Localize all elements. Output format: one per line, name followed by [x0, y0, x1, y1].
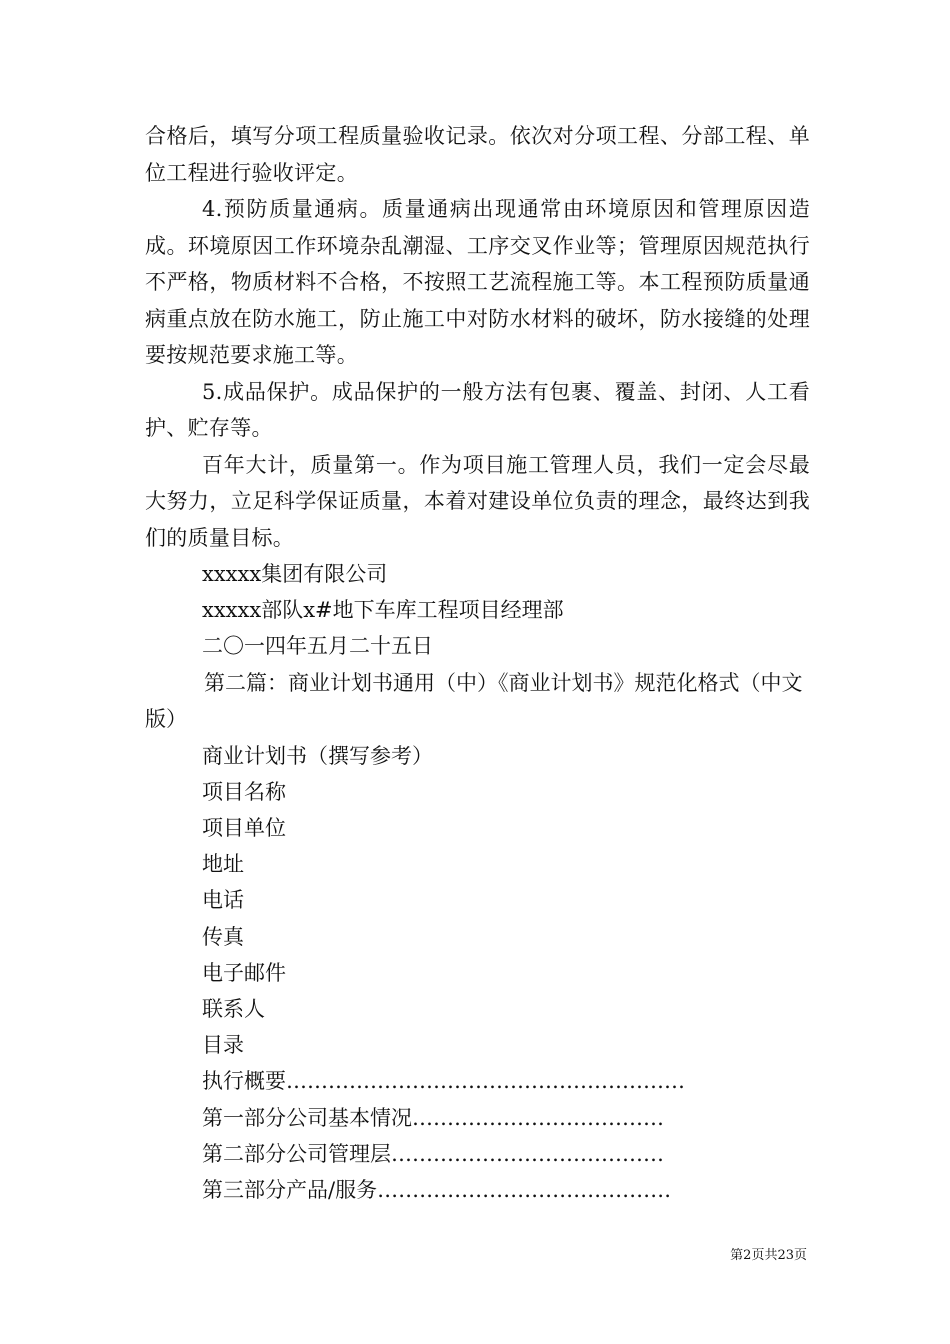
- paragraph-quality-defects: 4.预防质量通病。质量通病出现通常由环境原因和管理原因造成。环境原因工作环境杂乱潮湿、工序交叉作业等；管理原因规范执行不严格，物质材料不合格，不按照工艺流程施工等。本工程预防质量通病重点放在防水施工，防止施工中对防水材料的破坏，防水接缝的处理要按规范要求施工等。: [145, 197, 810, 367]
- signature-date: 二〇一四年五月二十五日: [202, 634, 433, 659]
- signature-company: xxxxx集团有限公司: [202, 562, 388, 586]
- paragraph-acceptance: 合格后，填写分项工程质量验收记录。依次对分项工程、分部工程、单位工程进行验收评定。: [145, 124, 810, 185]
- toc-item-executive-summary: 执行概要…………………………………………………: [202, 1069, 685, 1094]
- toc-item-company-basics: 第一部分公司基本情况………………………………: [202, 1105, 664, 1130]
- field-fax: 传真: [202, 924, 244, 949]
- field-project-name: 项目名称: [202, 779, 286, 804]
- toc-item-products-services: 第三部分产品/服务……………………………………: [202, 1178, 672, 1203]
- signature-department: xxxxx部队x#地下车库工程项目经理部: [202, 598, 564, 623]
- page-number-footer: 第2页共23页: [730, 1248, 807, 1263]
- page-content: [145, 118, 810, 1208]
- toc-heading: 目录: [202, 1033, 244, 1058]
- paragraph-quality-first: 百年大计，质量第一。作为项目施工管理人员，我们一定会尽最大努力，立足科学保证质量，本着对建设单位负责的理念，最终达到我们的质量目标。: [145, 452, 810, 550]
- field-project-unit: 项目单位: [202, 816, 286, 841]
- plan-heading: 商业计划书（撰写参考）: [202, 743, 433, 768]
- field-address: 地址: [202, 852, 244, 877]
- toc-item-management: 第二部分公司管理层…………………………………: [202, 1141, 664, 1166]
- field-contact: 联系人: [202, 997, 265, 1022]
- paragraph-product-protection: 5.成品保护。成品保护的一般方法有包裹、覆盖、封闭、人工看护、贮存等。: [145, 379, 810, 440]
- section-title: 第二篇：商业计划书通用（中）《商业计划书》规范化格式（中文版）: [145, 670, 803, 732]
- field-phone: 电话: [202, 888, 244, 913]
- field-email: 电子邮件: [202, 960, 286, 985]
